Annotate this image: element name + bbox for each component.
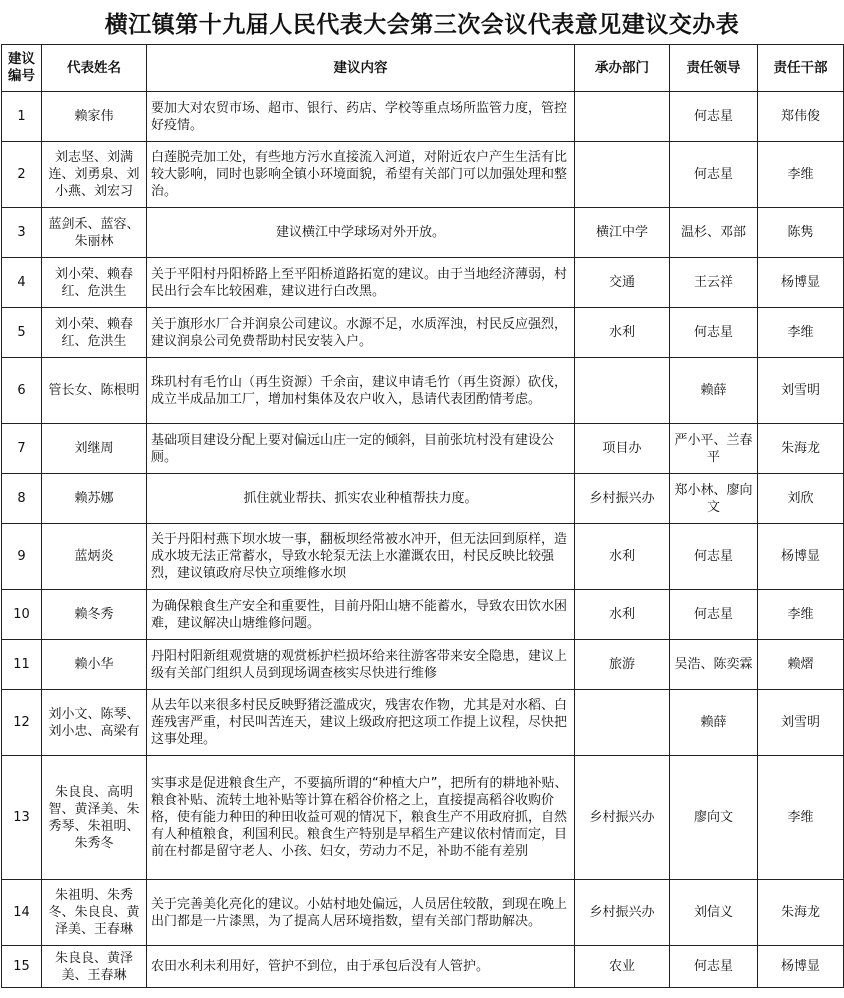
cell-num: 1: [2, 92, 42, 142]
cell-cadre: 朱海龙: [758, 880, 844, 946]
table-row: [2, 756, 844, 880]
cell-leader: 温杉、邓部: [670, 208, 758, 258]
cell-cadre: 杨博显: [758, 946, 844, 988]
table-row: [2, 92, 844, 142]
cell-leader: 何志星: [670, 590, 758, 640]
cell-rep: 刘继周: [42, 424, 147, 474]
cell-content: 建议横江中学球场对外开放。: [147, 208, 575, 258]
cell-num: 8: [2, 474, 42, 524]
table-row: [2, 590, 844, 640]
cell-cadre: 赖熠: [758, 640, 844, 690]
cell-cadre: 李维: [758, 590, 844, 640]
cell-content: 实事求是促进粮食生产，不要搞所谓的“种植大户”，把所有的耕地补贴、粮食补贴、流转土地补贴等计算在稻谷价格之上，直接提高稻谷收购价格，使有能力种田的种田收益可观的情况下，粮食生产不用政府抓，自然有人种植粮食，利国利民。粮食生产特别是早稻生产建议依村情而定，目前在村都是留守老人、小孩、妇女，劳动力不足，补助不能有差别: [147, 756, 575, 880]
cell-num: 10: [2, 590, 42, 640]
cell-content: 关于平阳村丹阳桥路上至平阳桥道路拓宽的建议。由于当地经济薄弱，村民出行会车比较困难，建议进行白改黑。: [147, 258, 575, 308]
cell-leader: 严小平、兰春平: [670, 424, 758, 474]
cell-content: 关于丹阳村燕下坝水坡一事，翻板坝经常被水冲开，但无法回到原样，造成水坡无法正常蓄水，导致水轮泵无法上水灌溉农田，村民反映比较强烈，建议镇政府尽快立项维修水坝: [147, 524, 575, 590]
suggestion-table: [1, 44, 844, 988]
cell-leader: 何志星: [670, 524, 758, 590]
cell-rep: 赖家伟: [42, 92, 147, 142]
table-row: [2, 358, 844, 424]
header-dept: 承办部门: [575, 45, 670, 92]
cell-rep: 管长女、陈根明: [42, 358, 147, 424]
cell-rep: 赖苏娜: [42, 474, 147, 524]
cell-rep: 朱良良、黄泽美、王春琳: [42, 946, 147, 988]
cell-leader: 何志星: [670, 308, 758, 358]
cell-content: 珠玑村有毛竹山（再生资源）千余亩，建议申请毛竹（再生资源）砍伐，成立半成品加工厂，增加村集体及农户收入，恳请代表团酌情考虑。: [147, 358, 575, 424]
cell-content: 农田水利未利用好，管护不到位，由于承包后没有人管护。: [147, 946, 575, 988]
cell-cadre: 李维: [758, 308, 844, 358]
cell-rep: 朱良良、高明智、黄泽美、朱秀琴、朱祖明、朱秀冬: [42, 756, 147, 880]
header-num: 建议 编号: [2, 45, 42, 92]
cell-num: 15: [2, 946, 42, 988]
table-row: [2, 308, 844, 358]
cell-leader: 何志星: [670, 92, 758, 142]
cell-leader: 郑小林、廖向文: [670, 474, 758, 524]
cell-content: 关于旗形水厂合并润泉公司建议。水源不足，水质浑浊，村民反应强烈，建议润泉公司免费帮助村民安装入户。: [147, 308, 575, 358]
cell-leader: 何志星: [670, 946, 758, 988]
cell-cadre: 杨博显: [758, 524, 844, 590]
cell-num: 6: [2, 358, 42, 424]
header-cadre: 责任干部: [758, 45, 844, 92]
table-row: [2, 880, 844, 946]
cell-content: 基础项目建设分配上要对偏远山庄一定的倾斜，目前张坑村没有建设公厕。: [147, 424, 575, 474]
cell-dept: 农业: [575, 946, 670, 988]
cell-leader: 何志星: [670, 142, 758, 208]
cell-content: 要加大对农贸市场、超市、银行、药店、学校等重点场所监管力度，管控好疫情。: [147, 92, 575, 142]
cell-dept: 乡村振兴办: [575, 474, 670, 524]
header-row: [2, 45, 844, 92]
cell-rep: 赖冬秀: [42, 590, 147, 640]
cell-leader: 刘信义: [670, 880, 758, 946]
table-row: [2, 208, 844, 258]
cell-content: 丹阳村阳新组观赏塘的观赏栎护栏损坏给来往游客带来安全隐患，建议上级有关部门组织人员到现场调查核实尽快进行维修: [147, 640, 575, 690]
cell-leader: 廖向文: [670, 756, 758, 880]
cell-num: 9: [2, 524, 42, 590]
cell-dept: [575, 358, 670, 424]
cell-num: 7: [2, 424, 42, 474]
cell-rep: 赖小华: [42, 640, 147, 690]
cell-dept: [575, 690, 670, 756]
cell-num: 11: [2, 640, 42, 690]
cell-leader: 赖薛: [670, 690, 758, 756]
header-leader: 责任领导: [670, 45, 758, 92]
cell-cadre: 李维: [758, 756, 844, 880]
cell-cadre: 杨博显: [758, 258, 844, 308]
table-row: [2, 690, 844, 756]
cell-rep: 刘小文、陈琴、刘小忠、高梁有: [42, 690, 147, 756]
cell-content: 关于完善美化亮化的建议。小姑村地处偏远，人员居住较散，到现在晚上出门都是一片漆黑，为了提高人居环境指数，望有关部门帮助解决。: [147, 880, 575, 946]
cell-num: 12: [2, 690, 42, 756]
cell-rep: 刘志坚、刘满连、刘勇泉、刘小燕、刘宏习: [42, 142, 147, 208]
header-rep: 代表姓名: [42, 45, 147, 92]
cell-cadre: 刘欣: [758, 474, 844, 524]
cell-num: 3: [2, 208, 42, 258]
table-row: [2, 142, 844, 208]
table-row: [2, 474, 844, 524]
cell-rep: 蓝剑禾、蓝容、朱丽林: [42, 208, 147, 258]
cell-cadre: 郑伟俊: [758, 92, 844, 142]
table-row: [2, 424, 844, 474]
cell-rep: 蓝炳炎: [42, 524, 147, 590]
cell-cadre: 刘雪明: [758, 358, 844, 424]
cell-dept: 项目办: [575, 424, 670, 474]
cell-cadre: 陈隽: [758, 208, 844, 258]
cell-cadre: 朱海龙: [758, 424, 844, 474]
cell-cadre: 李维: [758, 142, 844, 208]
table-row: [2, 946, 844, 988]
cell-num: 2: [2, 142, 42, 208]
cell-num: 4: [2, 258, 42, 308]
cell-content: 白莲脱壳加工处，有些地方污水直接流入河道，对附近农户产生生活有比较大影响，同时也影响全镇小环境面貌，希望有关部门可以加强处理和整治。: [147, 142, 575, 208]
cell-dept: 水利: [575, 524, 670, 590]
cell-rep: 刘小荣、赖春红、危洪生: [42, 308, 147, 358]
page-title: 横江镇第十九届人民代表大会第三次会议代表意见建议交办表: [104, 10, 740, 38]
header-content: 建议内容: [147, 45, 575, 92]
cell-dept: 水利: [575, 308, 670, 358]
cell-dept: 交通: [575, 258, 670, 308]
cell-content: 抓住就业帮扶、抓实农业种植帮扶力度。: [147, 474, 575, 524]
cell-rep: 刘小荣、赖春红、危洪生: [42, 258, 147, 308]
cell-dept: 乡村振兴办: [575, 756, 670, 880]
table-row: [2, 258, 844, 308]
cell-dept: 乡村振兴办: [575, 880, 670, 946]
cell-num: 5: [2, 308, 42, 358]
cell-rep: 朱祖明、朱秀冬、朱良良、黄泽美、王春琳: [42, 880, 147, 946]
table-row: [2, 524, 844, 590]
cell-content: 从去年以来很多村民反映野猪泛滥成灾，残害农作物，尤其是对水稻、白莲残害严重，村民叫苦连天，建议上级政府把这项工作提上议程，尽快把这事处理。: [147, 690, 575, 756]
cell-content: 为确保粮食生产安全和重要性，目前丹阳山塘不能蓄水，导致农田饮水困难，建议解决山塘维修问题。: [147, 590, 575, 640]
cell-dept: [575, 92, 670, 142]
cell-dept: 旅游: [575, 640, 670, 690]
cell-leader: 赖薛: [670, 358, 758, 424]
table-row: [2, 640, 844, 690]
cell-dept: 水利: [575, 590, 670, 640]
cell-dept: [575, 142, 670, 208]
cell-dept: 横江中学: [575, 208, 670, 258]
cell-num: 13: [2, 756, 42, 880]
cell-leader: 吴浩、陈奕霖: [670, 640, 758, 690]
cell-cadre: 刘雪明: [758, 690, 844, 756]
cell-num: 14: [2, 880, 42, 946]
cell-leader: 王云祥: [670, 258, 758, 308]
